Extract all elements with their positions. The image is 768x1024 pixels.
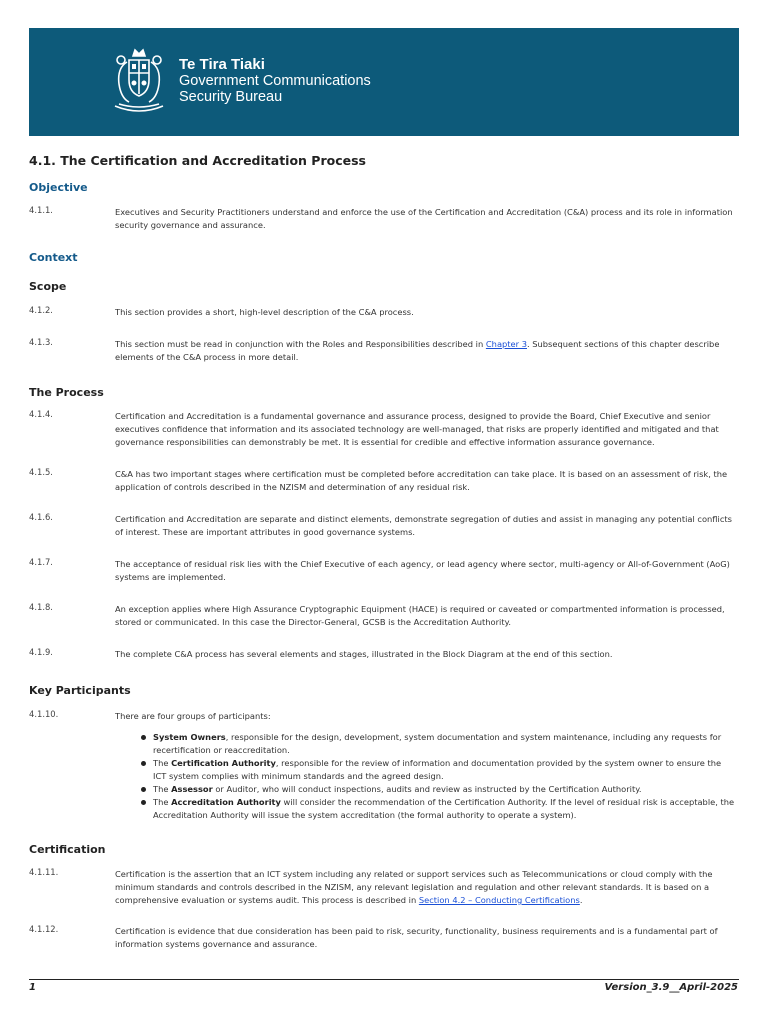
paragraph-number: 4.1.4. xyxy=(29,409,53,419)
text-after-link: . Subsequent sections of this chapter describe elements of the C&A process in more detail. xyxy=(115,339,720,362)
org-name-line3: Security Bureau xyxy=(179,89,283,105)
paragraph-number: 4.1.10. xyxy=(29,709,59,719)
heading-the-process: The Process xyxy=(29,386,104,399)
paragraph-text: The complete C&A process has several elements and stages, illustrated in the Block Diagram at the end of this section. xyxy=(115,649,613,659)
page-number: 1 xyxy=(29,982,36,993)
org-name-line2: Government Communications xyxy=(179,73,371,89)
term-description: , responsible for the review of information and documentation provided by the system owner to ensure the ICT system complies with minimum standards and the agreed design. xyxy=(153,758,722,781)
paragraph-text: C&A has two important stages where certification must be completed before accreditation can take place. It is based on an assessment of risk, the application of controls described in the NZISM and determination of any residual risk. xyxy=(115,469,728,492)
list-item xyxy=(125,757,737,783)
paragraph-text: Executives and Security Practitioners understand and enforce the use of the Certification and Accreditation (C&A) process and its role in information security governance and assurance. xyxy=(115,207,733,230)
term-prefix: The xyxy=(153,758,172,768)
paragraph-text: This section provides a short, high-level description of the C&A process. xyxy=(115,307,414,317)
paragraph-text xyxy=(115,338,737,364)
term-bold: Accreditation Authority xyxy=(171,797,281,807)
list-item xyxy=(125,783,737,796)
paragraph-number: 4.1.2. xyxy=(29,305,53,315)
term-description: or Auditor, who will conduct inspections, audits and review as instructed by the Certification Authority. xyxy=(212,784,642,794)
participant-list xyxy=(125,731,737,822)
term-prefix: The xyxy=(153,797,172,807)
term-description: , responsible for the design, development, system documentation and system maintenance, including any requests for recertification or reaccreditation. xyxy=(153,732,722,755)
heading-certification: Certification xyxy=(29,843,106,856)
paragraph-text: Certification and Accreditation are separate and distinct elements, demonstrate segregation of duties and assist in managing any potential conflicts of interest. These are important attributes in good governance systems. xyxy=(115,514,732,537)
term-prefix: The xyxy=(153,784,172,794)
paragraph-number: 4.1.1. xyxy=(29,205,53,215)
text-before-link: Certification is the assertion that an ICT system including any related or support services such as Telecommunications or cloud comply with the minimum standards and controls described in the NZISM, any relevant legislation and regulation and other relevant standards. It is based on a comprehensive evaluation or systems audit. This process is described in xyxy=(115,869,713,905)
paragraph-text: Certification and Accreditation is a fundamental governance and assurance process, designed to provide the Board, Chief Executive and senior executives confidence that information and its associated technology are well-managed, that risks are properly identified and mitigated and that governance responsibilities can demonstrably be met. It is essential for credible and effective information assurance governance. xyxy=(115,411,719,447)
paragraph-number: 4.1.6. xyxy=(29,512,53,522)
term-bold: Assessor xyxy=(171,784,213,794)
heading-objective: Objective xyxy=(29,181,88,194)
paragraph-number: 4.1.7. xyxy=(29,557,53,567)
term-bold: System Owners xyxy=(153,732,226,742)
term-bold: Certification Authority xyxy=(171,758,276,768)
section-4-2-link[interactable]: Section 4.2 – Conducting Certifications xyxy=(418,895,580,905)
organisation-name xyxy=(179,57,371,105)
list-item xyxy=(125,796,737,822)
paragraph-number: 4.1.11. xyxy=(29,867,59,877)
list-item xyxy=(125,731,737,757)
paragraph-number: 4.1.3. xyxy=(29,337,53,347)
term-description: will consider the recommendation of the Certification Authority. If the level of residual risk is acceptable, the Accreditation Authority will issue the system accreditation (the formal authority to operate a system). xyxy=(153,797,735,820)
paragraph-text: The acceptance of residual risk lies with the Chief Executive of each agency, or lead agency where sector, multi-agency or All-of-Government (AoG) systems are implemented. xyxy=(115,559,730,582)
footer-divider xyxy=(29,979,739,980)
org-name-maori: Te Tira Tiaki xyxy=(179,56,265,73)
text-before-link: This section must be read in conjunction with the Roles and Responsibilities described in xyxy=(115,339,486,349)
paragraph-number: 4.1.9. xyxy=(29,647,53,657)
paragraph-text: Certification is evidence that due consideration has been paid to risk, security, functionality, business requirements and is a fundamental part of information systems governance and assurance. xyxy=(115,926,718,949)
paragraph-number: 4.1.8. xyxy=(29,602,53,612)
heading-scope: Scope xyxy=(29,280,67,293)
section-title: 4.1. The Certification and Accreditation Process xyxy=(29,153,366,168)
paragraph-number: 4.1.5. xyxy=(29,467,53,477)
nz-coat-of-arms-icon xyxy=(107,46,171,118)
version-label: Version_3.9__April-2025 xyxy=(604,982,738,993)
text-after-link: . xyxy=(579,895,583,905)
paragraph-text: There are four groups of participants: xyxy=(115,711,271,721)
paragraph-number: 4.1.12. xyxy=(29,924,59,934)
heading-key-participants: Key Participants xyxy=(29,684,131,697)
paragraph-text: An exception applies where High Assurance Cryptographic Equipment (HACE) is required or caveated or compartmented information is processed, stored or communicated. In this case the Director-General, GCSB is the Accreditation Authority. xyxy=(115,604,725,627)
paragraph-text xyxy=(115,868,737,907)
heading-context: Context xyxy=(29,251,78,264)
header-banner xyxy=(29,28,739,136)
chapter-3-link[interactable]: Chapter 3 xyxy=(485,339,527,349)
